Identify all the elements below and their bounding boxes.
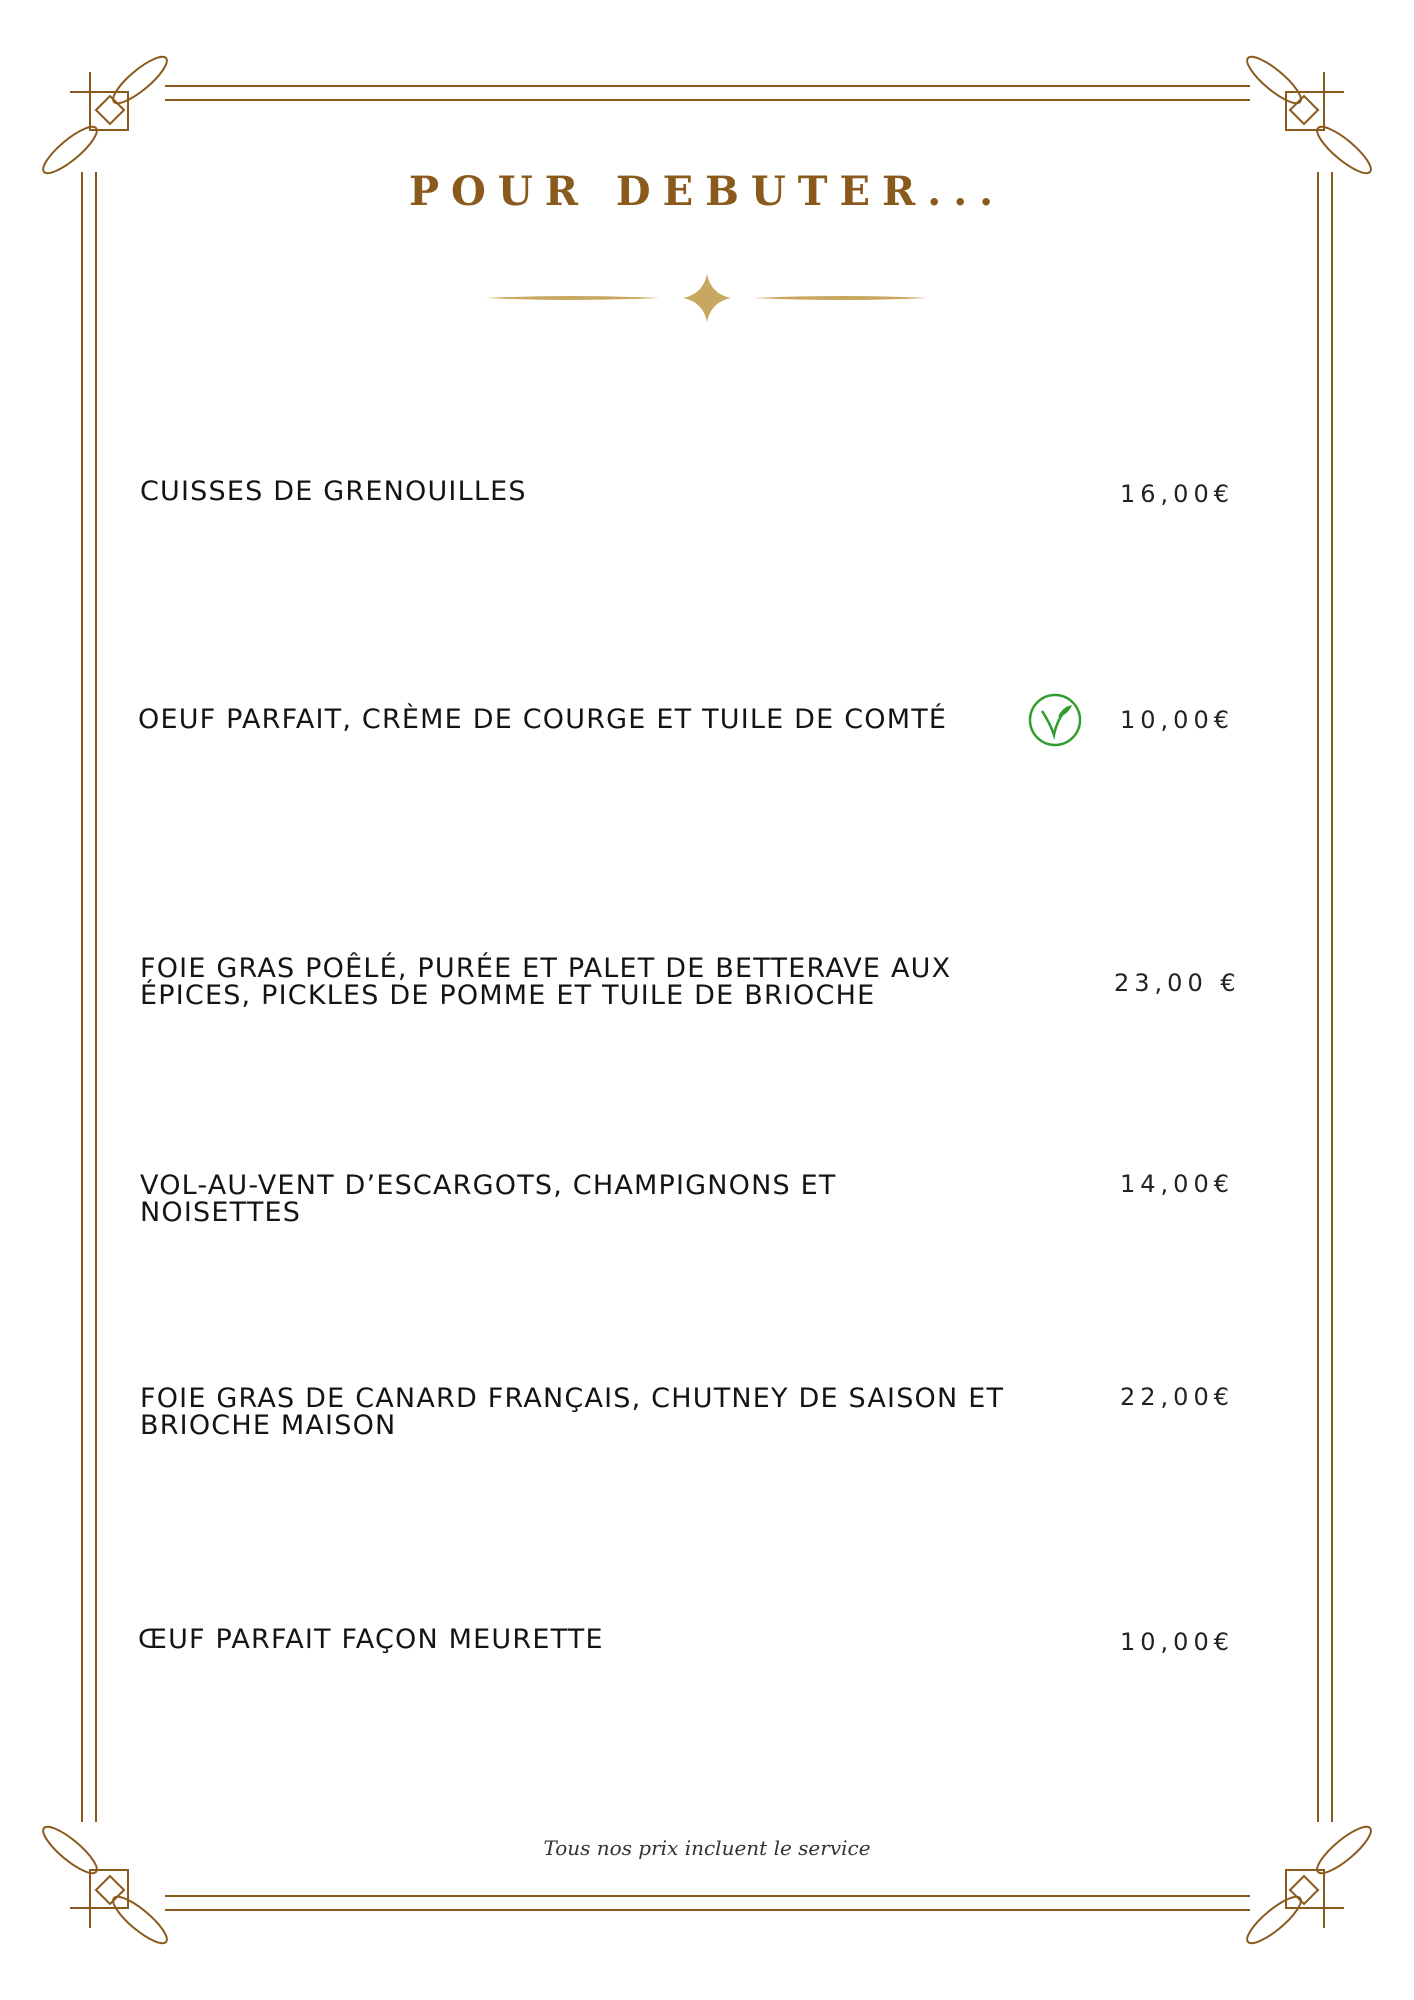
footer-note: Tous nos prix incluent le service — [543, 1836, 871, 1860]
star-icon — [683, 274, 731, 322]
menu-item-name: OEUF PARFAIT, CRÈME DE COURGE ET TUILE DE COMTÉ — [138, 704, 948, 735]
ornamental-divider — [480, 270, 934, 324]
menu-item-name: FOIE GRAS DE CANARD FRANÇAIS, CHUTNEY DE SAISON ET BRIOCHE MAISON — [140, 1383, 1005, 1441]
menu-item-price: 10,00€ — [1120, 706, 1234, 734]
menu-item-price: 16,00€ — [1120, 480, 1234, 508]
menu-item-price: 14,00€ — [1120, 1170, 1234, 1198]
menu-item-price: 23,00 € — [1114, 969, 1241, 997]
menu-item-name: CUISSES DE GRENOUILLES — [140, 476, 527, 507]
corner-ornament-top-right — [1242, 50, 1377, 179]
menu-item-price: 10,00€ — [1120, 1628, 1234, 1656]
menu-item-name: FOIE GRAS POÊLÉ, PURÉE ET PALET DE BETTERAVE AUX ÉPICES, PICKLES DE POMME ET TUILE DE BRIOCHE — [140, 953, 952, 1011]
page-title: POUR DEBUTER... — [408, 168, 1006, 215]
menu-item-name: VOL-AU-VENT D’ESCARGOTS, CHAMPIGNONS ET NOISETTES — [140, 1170, 837, 1228]
vegetarian-leaf-icon — [1028, 693, 1082, 747]
menu-item-name: ŒUF PARFAIT FAÇON MEURETTE — [138, 1624, 604, 1655]
corner-ornament-top-left — [38, 50, 173, 179]
menu-item-price: 22,00€ — [1120, 1383, 1234, 1411]
